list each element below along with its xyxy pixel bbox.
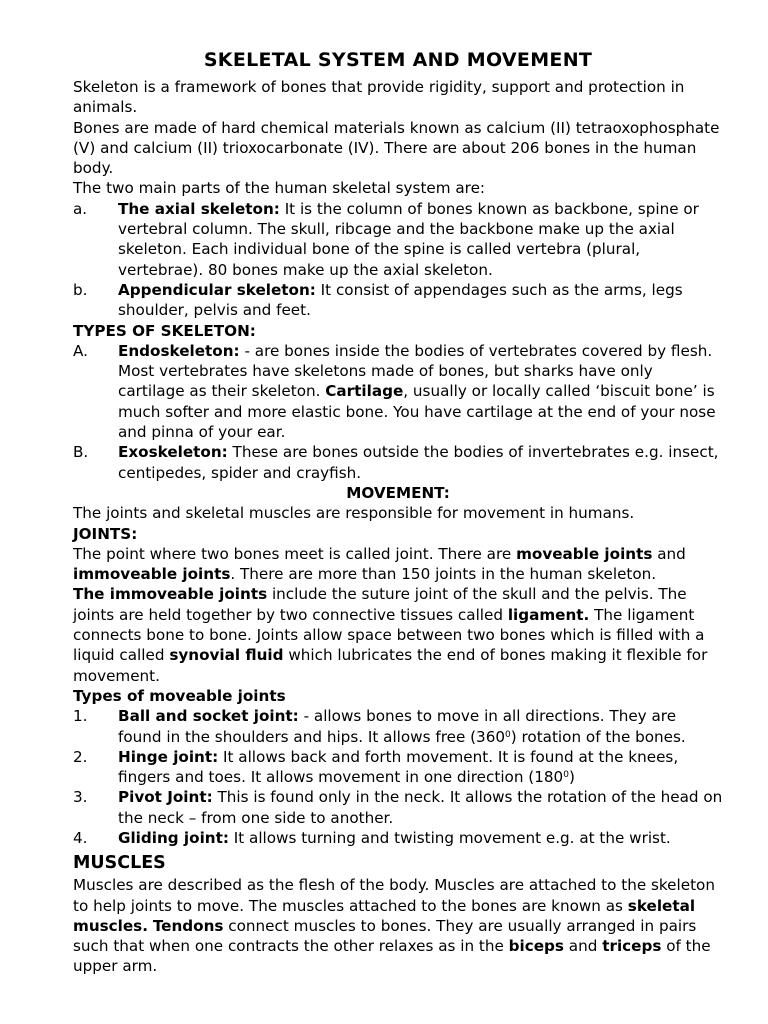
text-run: . There are more than 150 joints in the human skeleton.: [230, 565, 657, 584]
joints-paragraph-2: [73, 584, 723, 685]
section-heading-movement: MOVEMENT:: [346, 483, 450, 502]
item-text: - are bones inside the bodies of vertebrates covered by flesh. Most vertebrates have skeletons made of bones, but sharks have only cartilage as their skeleton.: [118, 341, 713, 401]
item-text: It allows turning and twisting movement e.g. at the wrist.: [228, 828, 671, 847]
item-text: ): [568, 768, 575, 787]
term-pivot: Pivot Joint:: [118, 788, 213, 807]
item-text: It consist of appendages such as the arms, legs shoulder, pelvis and feet.: [118, 280, 683, 320]
term-moveable-joints: moveable joints: [516, 544, 653, 563]
list-item-pivot: [73, 787, 723, 828]
section-heading-muscles: MUSCLES: [73, 853, 166, 874]
superscript: 0: [563, 770, 569, 781]
term-the-immoveable-joints: The immoveable joints: [73, 585, 268, 604]
term-triceps: triceps: [602, 937, 662, 956]
term-immoveable-joints: immoveable joints: [73, 565, 231, 584]
intro-paragraph-1: Skeleton is a framework of bones that provide rigidity, support and protection in animals.: [73, 78, 685, 117]
term-gliding: Gliding joint:: [118, 828, 229, 847]
text-run: include the suture joint of the skull and the pelvis. The joints are held together by two connective tissues called: [73, 585, 687, 624]
list-marker: a.: [73, 199, 88, 218]
intro-paragraph-3: The two main parts of the human skeletal system are:: [73, 179, 486, 198]
text-run: The ligament connects bone to bone. Joints allow space between two bones which is filled with a liquid called: [73, 605, 705, 665]
section-heading-joints: JOINTS:: [73, 524, 138, 543]
item-text: It is the column of bones known as backbone, spine or vertebral column. The skull, ribcage and the backbone make up the axial skeleton. Each individual bone of the spine is called vertebra (plural, vertebrae). 80 bones make up the axial skeleton.: [118, 199, 699, 279]
list-marker: 2.: [73, 747, 88, 766]
text-run: and: [563, 937, 603, 956]
item-text: - allows bones to move in all directions. They are found in the shoulders and hips. It allows free (360: [118, 707, 677, 746]
term-exoskeleton: Exoskeleton:: [118, 443, 228, 462]
item-text: ) rotation of the bones.: [510, 727, 686, 746]
item-text: , usually or locally called ‘biscuit bone’ is much softer and more elastic bone. You have cartilage at the end of your nose and pinna of your ear.: [118, 382, 716, 442]
term-tendons: Tendons: [152, 916, 224, 935]
text-run: Muscles are described as the flesh of the body. Muscles are attached to the skeleton to help joints to move. The muscles attached to the bones are known as: [73, 876, 715, 915]
text-run: and: [652, 544, 686, 563]
list-item-appendicular: [73, 280, 723, 321]
list-item-axial: [73, 199, 723, 280]
list-marker: b.: [73, 280, 88, 299]
list-item-endoskeleton: [73, 341, 723, 442]
list-item-exoskeleton: [73, 442, 723, 483]
superscript: 0: [505, 729, 511, 740]
muscles-paragraph: [73, 875, 723, 976]
list-marker: 3.: [73, 788, 88, 807]
list-marker: 4.: [73, 828, 88, 847]
list-marker: A.: [73, 341, 88, 360]
page-title: SKELETAL SYSTEM AND MOVEMENT: [203, 49, 593, 71]
list-marker: B.: [73, 443, 89, 462]
intro-paragraph-2: Bones are made of hard chemical materials known as calcium (II) tetraoxophosphate (V) and calcium (II) trioxocarbonate (IV). There are about 206 bones in the human body.: [73, 118, 720, 178]
term-hinge: Hinge joint:: [118, 747, 219, 766]
text-run: which lubricates the end of bones making it flexible for movement.: [73, 646, 708, 685]
term-ligament: ligament.: [507, 605, 590, 624]
term-cartilage: Cartilage: [325, 382, 404, 401]
list-item-hinge: [73, 747, 723, 788]
term-axial: The axial skeleton:: [118, 199, 280, 218]
term-biceps: biceps: [508, 937, 564, 956]
term-endoskeleton: Endoskeleton:: [118, 341, 240, 360]
item-text: These are bones outside the bodies of invertebrates e.g. insect, centipedes, spider and crayfish.: [118, 443, 719, 482]
term-ball-socket: Ball and socket joint:: [118, 707, 299, 726]
text-run: of the upper arm.: [73, 937, 711, 976]
term-synovial-fluid: synovial fluid: [169, 646, 284, 665]
list-item-gliding: [73, 828, 723, 848]
text-run: The point where two bones meet is called joint. There are: [73, 544, 517, 563]
document-page: [73, 48, 723, 977]
list-marker: 1.: [73, 707, 88, 726]
term-appendicular: Appendicular skeleton:: [118, 280, 316, 299]
section-heading-types: TYPES OF SKELETON:: [73, 321, 256, 340]
text-run: connect muscles to bones. They are usually arranged in pairs such that when one contracts the other relaxes as in the: [73, 916, 697, 956]
list-item-ball-socket: [73, 706, 723, 747]
item-text: This is found only in the neck. It allows the rotation of the head on the neck – from one side to another.: [118, 788, 723, 827]
term-skeletal-muscles: skeletal muscles.: [73, 896, 696, 935]
item-text: It allows back and forth movement. It is found at the knees, fingers and toes. It allows movement in one direction (180: [118, 747, 679, 787]
section-heading-moveable-types: Types of moveable joints: [73, 686, 286, 705]
joints-paragraph-1: [73, 544, 723, 585]
movement-paragraph: The joints and skeletal muscles are responsible for movement in humans.: [73, 504, 635, 523]
